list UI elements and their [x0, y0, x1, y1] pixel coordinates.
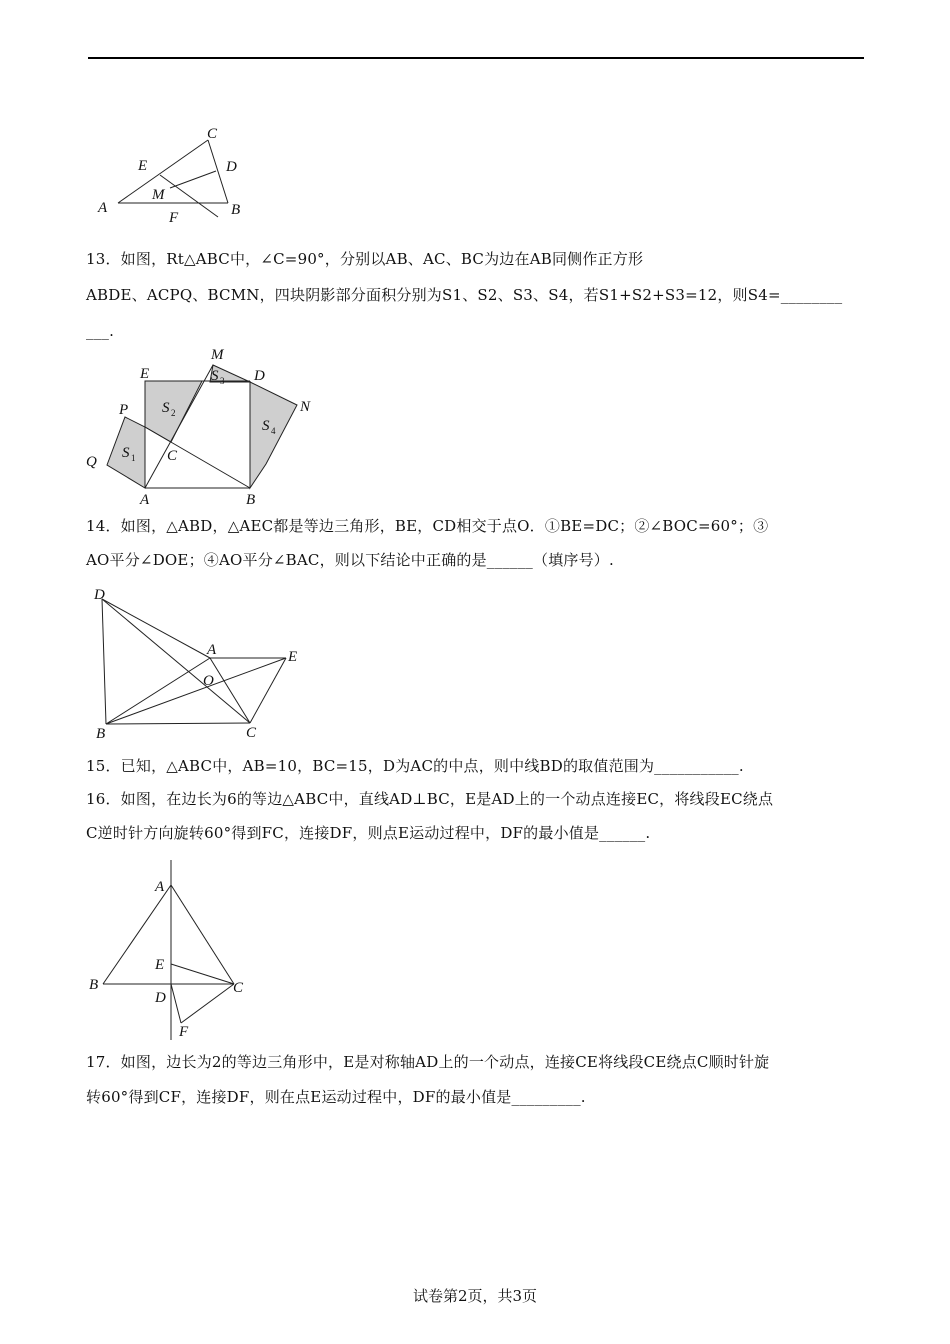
q12-label-d: D — [226, 159, 237, 175]
q13-label-s3-sub: 3 — [220, 376, 225, 386]
q16-label-b: B — [89, 977, 99, 993]
q14-label-e: E — [288, 649, 298, 665]
q13-label-q: Q — [86, 454, 97, 470]
q12-label-b: B — [231, 202, 241, 218]
q14-label-b: B — [96, 726, 106, 742]
q13-line-1: 13．如图，Rt△ABC中，∠C=90°，分别以AB、AC、BC为边在AB同侧作正方形 — [86, 250, 644, 268]
q13-label-c: C — [167, 448, 178, 464]
q13-label-n: N — [300, 399, 311, 415]
q13-label-s4: S — [262, 418, 270, 434]
q17-line-2: 转60°得到CF，连接DF，则在点E运动过程中，DF的最小值是_________. — [86, 1088, 586, 1106]
q16-label-a: A — [155, 879, 165, 895]
q15-line-1: 15．已知，△ABC中，AB=10，BC=15，D为AC的中点，则中线BD的取值范围为___________. — [86, 757, 744, 775]
q16-figure — [85, 855, 255, 1044]
q13-label-p: P — [119, 402, 129, 418]
q13-figure — [80, 345, 320, 514]
q16-label-c: C — [233, 980, 244, 996]
q12-label-f: F — [169, 210, 179, 226]
q14-label-c: C — [246, 725, 257, 741]
q13-label-s3: S — [211, 368, 219, 384]
q12-label-m: M — [152, 187, 165, 203]
q13-label-s4-sub: 4 — [271, 426, 276, 436]
q12-label-a: A — [98, 200, 108, 216]
q17-line-1: 17．如图，边长为2的等边三角形中，E是对称轴AD上的一个动点，连接CE将线段CE绕点C顺时针旋 — [86, 1053, 770, 1071]
q13-label-d: D — [254, 368, 265, 384]
q12-figure — [90, 120, 270, 234]
q14-label-a: A — [207, 642, 217, 658]
q16-label-d: D — [155, 990, 166, 1006]
q13-label-b: B — [246, 492, 256, 508]
q16-line-2: C逆时针方向旋转60°得到FC，连接DF，则点E运动过程中，DF的最小值是______. — [86, 824, 651, 842]
q13-label-s2-sub: 2 — [171, 408, 176, 418]
q13-label-s1-sub: 1 — [131, 453, 136, 463]
q13-line-3: ___. — [86, 322, 115, 340]
q13-line-2: ABDE、ACPQ、BCMN，四块阴影部分面积分别为S1、S2、S3、S4，若S1+S2+S3=12，则S4=________ — [86, 286, 843, 304]
header-rule — [88, 57, 864, 59]
q14-line-1: 14．如图，△ABD，△AEC都是等边三角形，BE，CD相交于点O．①BE=DC；②∠BOC=60°；③ — [86, 517, 769, 535]
q14-line-2: AO平分∠DOE；④AO平分∠BAC，则以下结论中正确的是______（填序号）. — [86, 551, 614, 569]
q12-label-c: C — [207, 126, 218, 142]
q14-label-o: O — [203, 673, 214, 689]
q16-label-f: F — [179, 1024, 189, 1040]
q13-label-s1: S — [122, 445, 130, 461]
q13-label-e: E — [140, 366, 150, 382]
q13-label-a: A — [140, 492, 150, 508]
q14-label-d: D — [94, 587, 105, 603]
q16-label-e: E — [155, 957, 165, 973]
q13-label-s2: S — [162, 400, 170, 416]
q16-line-1: 16．如图，在边长为6的等边△ABC中，直线AD⊥BC，E是AD上的一个动点连接EC，将线段EC绕点 — [86, 790, 774, 808]
page-footer: 试卷第2页，共3页 — [412, 1287, 538, 1305]
q13-label-m: M — [211, 347, 224, 363]
q14-figure — [90, 585, 310, 744]
q12-label-e: E — [138, 158, 148, 174]
